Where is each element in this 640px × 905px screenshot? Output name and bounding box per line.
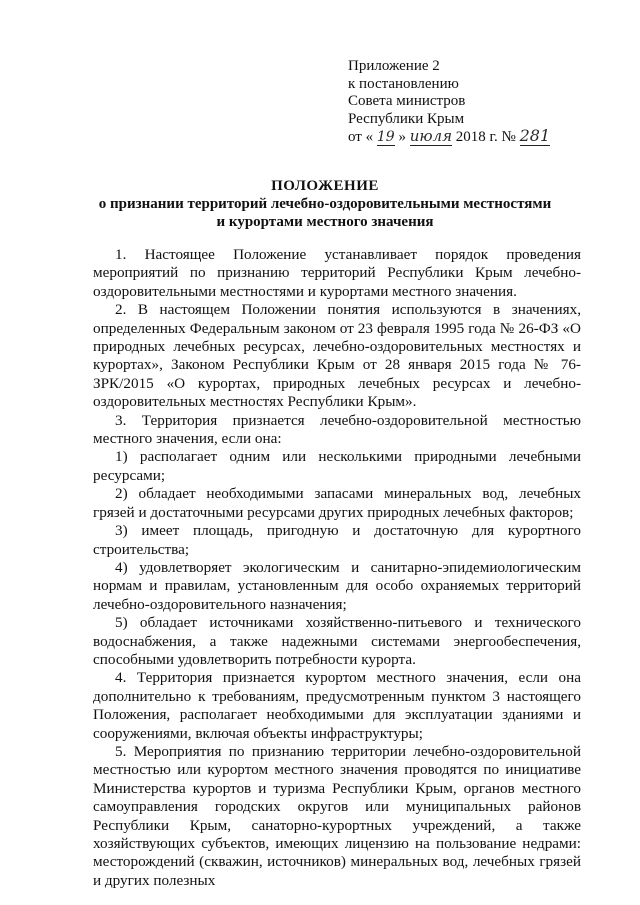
appendix-block <box>348 58 550 147</box>
appendix-line: Приложение 2 <box>348 58 440 74</box>
appendix-line: к постановлению <box>348 75 459 92</box>
handwritten-resolution-number: 281 <box>519 126 551 145</box>
date-year-number-label: 2018 г. № <box>455 129 516 145</box>
paragraph: 1. Настоящее Положение устанавливает порядок проведения мероприятий по признанию территорий Республики Крым лечебно-оздоровительными местностями и курортами местного значения. <box>93 246 581 300</box>
appendix-line: Совета министров <box>348 93 466 109</box>
paragraph: 2. В настоящем Положении понятия используются в значениях, определенных Федеральным законом от 23 февраля 1995 года № 26-ФЗ «О природных лечебных ресурсах, лечебно-оздоровительных местностях и курортах», Законом Республики Крым от 28 января 2015 года № 76-ЗРК/2015 «О курортах, природных лечебных ресурсах и лечебно-оздоровительных местностях Республики Крым». <box>93 301 581 411</box>
paragraph: 4. Территория признается курортом местного значения, если она дополнительно к требованиям, предусмотренным пунктом 3 настоящего Положения, располагает необходимыми для эксплуатации зданиями и сооружениями, включая объекты инфраструктуры; <box>93 669 581 742</box>
handwritten-day: 19 <box>376 129 395 145</box>
list-item: 3) имеет площадь, пригодную и достаточную для курортного строительства; <box>93 522 581 558</box>
resolution-date-line <box>348 128 550 147</box>
title-subtitle: и курортами местного значения <box>216 214 434 230</box>
date-close-quote: » <box>398 129 406 145</box>
date-prefix: от « <box>348 129 374 145</box>
title-subtitle: о признании территорий лечебно-оздоровительными местностями <box>98 196 552 212</box>
list-item: 5) обладает источниками хозяйственно-питьевого и технического водоснабжения, а также надежными системами энергообеспечения, способными удовлетворить потребности курорта. <box>93 614 581 668</box>
document-body <box>93 246 581 890</box>
list-item: 2) обладает необходимыми запасами минеральных вод, лечебных грязей и достаточными ресурсами других природных лечебных факторов; <box>93 485 581 521</box>
list-item: 4) удовлетворяет экологическим и санитарно-эпидемиологическим нормам и правилам, установленным для особо охраняемых территорий лечебно-оздоровительного назначения; <box>93 558 581 613</box>
document-title <box>60 177 590 231</box>
handwritten-month: июля <box>409 127 453 145</box>
appendix-line: Республики Крым <box>348 110 465 127</box>
paragraph: 5. Мероприятия по признанию территории лечебно-оздоровительной местностью или курортом местного значения проводятся по инициативе Министерства курортов и туризма Республики Крым, органов местного самоуправления городских округов или муниципальных районов Республики Крым, санаторно-курортных учреждений, а также хозяйствующих субъектов, имеющих лицензию на пользование недрами: месторождений (скважин, источников) минеральных вод, лечебных грязей и других полезных <box>93 742 581 889</box>
title-heading: ПОЛОЖЕНИЕ <box>271 178 379 194</box>
paragraph: 3. Территория признается лечебно-оздоровительной местностью местного значения, если она: <box>93 411 581 448</box>
list-item: 1) располагает одним или несколькими природными лечебными ресурсами; <box>93 448 581 484</box>
